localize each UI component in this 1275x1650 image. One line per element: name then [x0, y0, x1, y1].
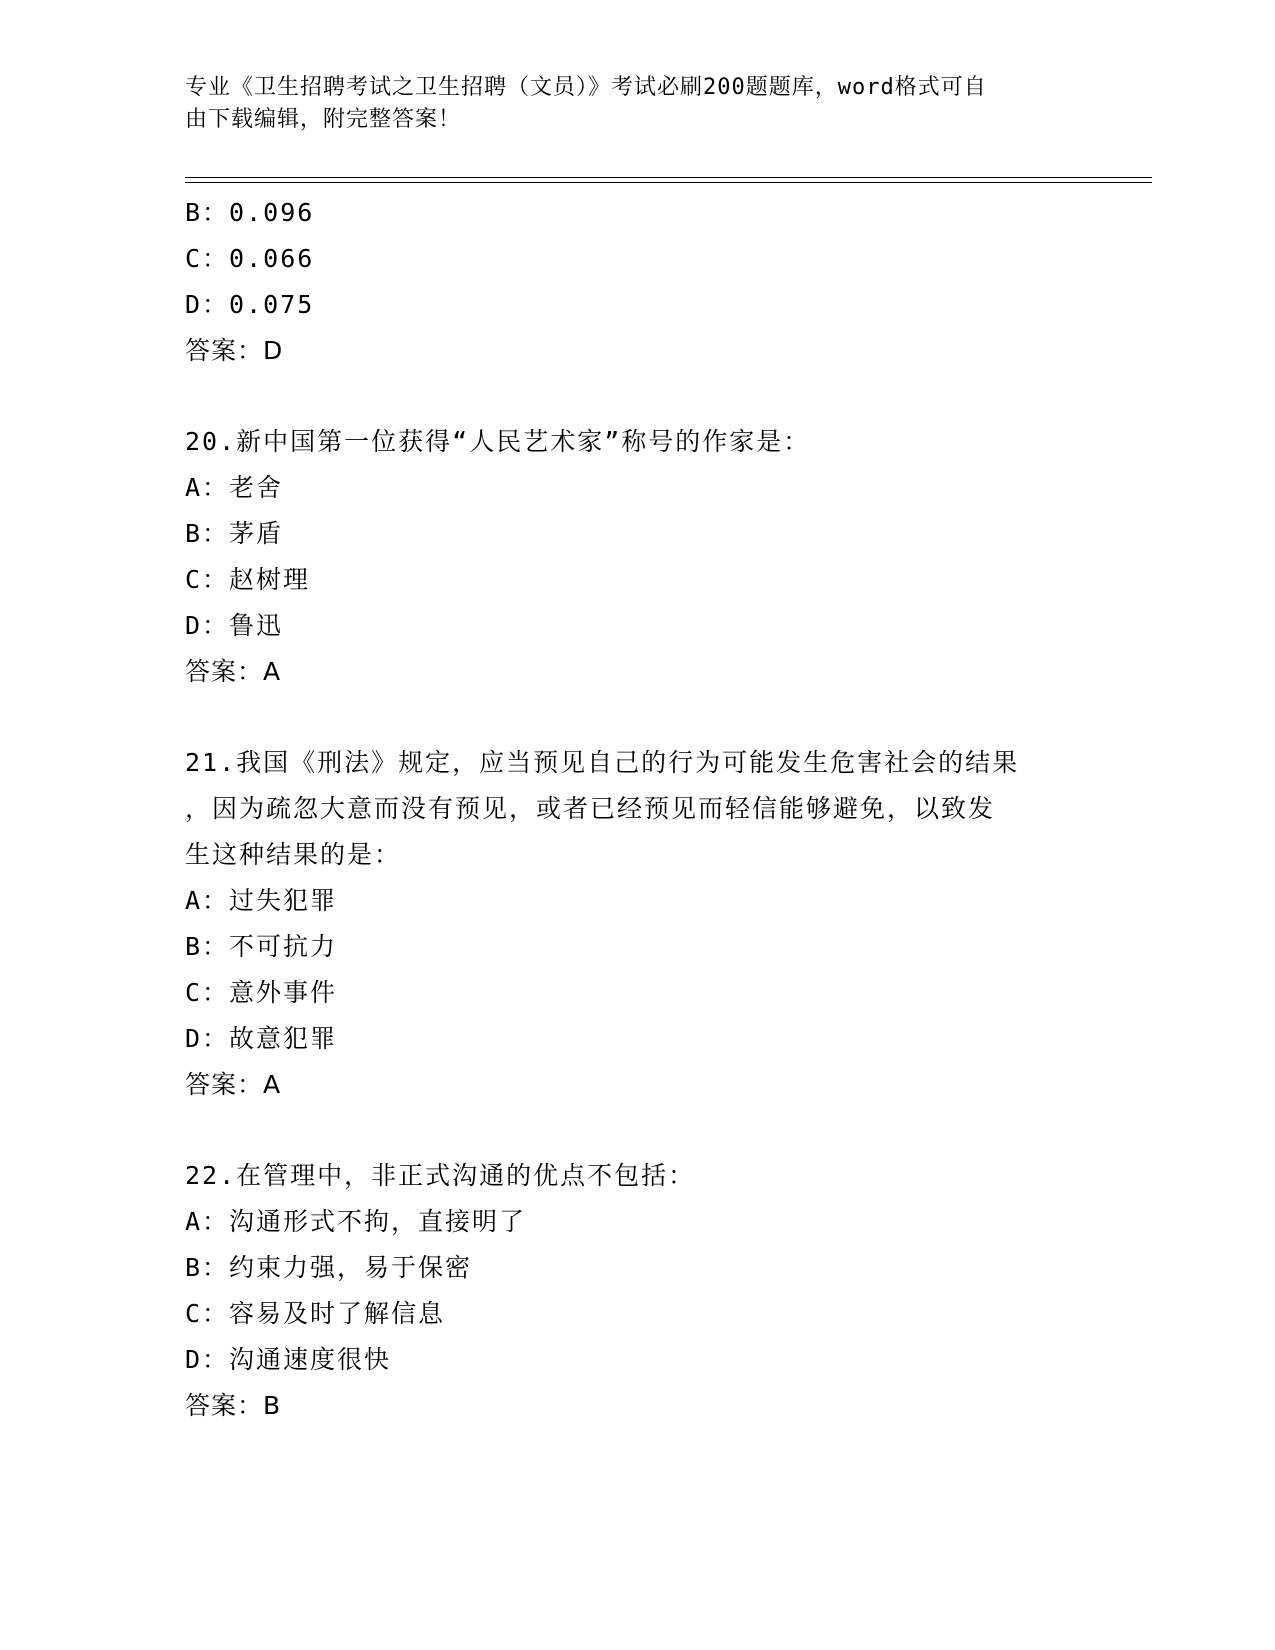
- option-b: B：茅盾: [185, 519, 284, 548]
- option-c: C：意外事件: [185, 978, 338, 1007]
- header-divider-bottom: [185, 182, 1152, 183]
- question-stem: 21.我国《刑法》规定，应当预见自己的行为可能发生危害社会的结果: [185, 748, 1020, 777]
- answer-line: 答案：A: [185, 657, 282, 686]
- answer-line: 答案：B: [185, 1391, 282, 1420]
- option-a: A：沟通形式不拘，直接明了: [185, 1207, 527, 1236]
- document-header: [185, 72, 1065, 136]
- question-list: [185, 190, 1085, 1429]
- header-divider-top: [185, 177, 1152, 178]
- option-b: B：约束力强，易于保密: [185, 1253, 473, 1282]
- question-19-continued: [185, 190, 1085, 374]
- option-a: A：老舍: [185, 473, 284, 502]
- option-b: B：0.096: [185, 198, 315, 227]
- question-20: [185, 419, 1085, 695]
- option-a: A：过失犯罪: [185, 886, 338, 915]
- question-22: [185, 1153, 1085, 1429]
- option-c: C：赵树理: [185, 565, 311, 594]
- option-c: C：0.066: [185, 244, 315, 273]
- question-stem: 生这种结果的是：: [185, 840, 402, 869]
- option-d: D：沟通速度很快: [185, 1345, 392, 1374]
- header-line-2: 由下载编辑，附完整答案！: [185, 107, 462, 132]
- header-line-1: 专业《卫生招聘考试之卫生招聘（文员）》考试必刷200题题库，word格式可自: [185, 75, 987, 100]
- question-stem: ，因为疏忽大意而没有预见，或者已经预见而轻信能够避免，以致发: [185, 794, 996, 823]
- option-d: D：故意犯罪: [185, 1024, 338, 1053]
- option-c: C：容易及时了解信息: [185, 1299, 446, 1328]
- option-d: D：鲁迅: [185, 611, 284, 640]
- question-stem: 20.新中国第一位获得“人民艺术家”称号的作家是：: [185, 427, 811, 456]
- option-b: B：不可抗力: [185, 932, 338, 961]
- option-d: D：0.075: [185, 290, 315, 319]
- answer-line: 答案：D: [185, 336, 284, 365]
- question-stem: 22.在管理中，非正式沟通的优点不包括：: [185, 1161, 696, 1190]
- question-21: [185, 740, 1085, 1108]
- answer-line: 答案：A: [185, 1070, 282, 1099]
